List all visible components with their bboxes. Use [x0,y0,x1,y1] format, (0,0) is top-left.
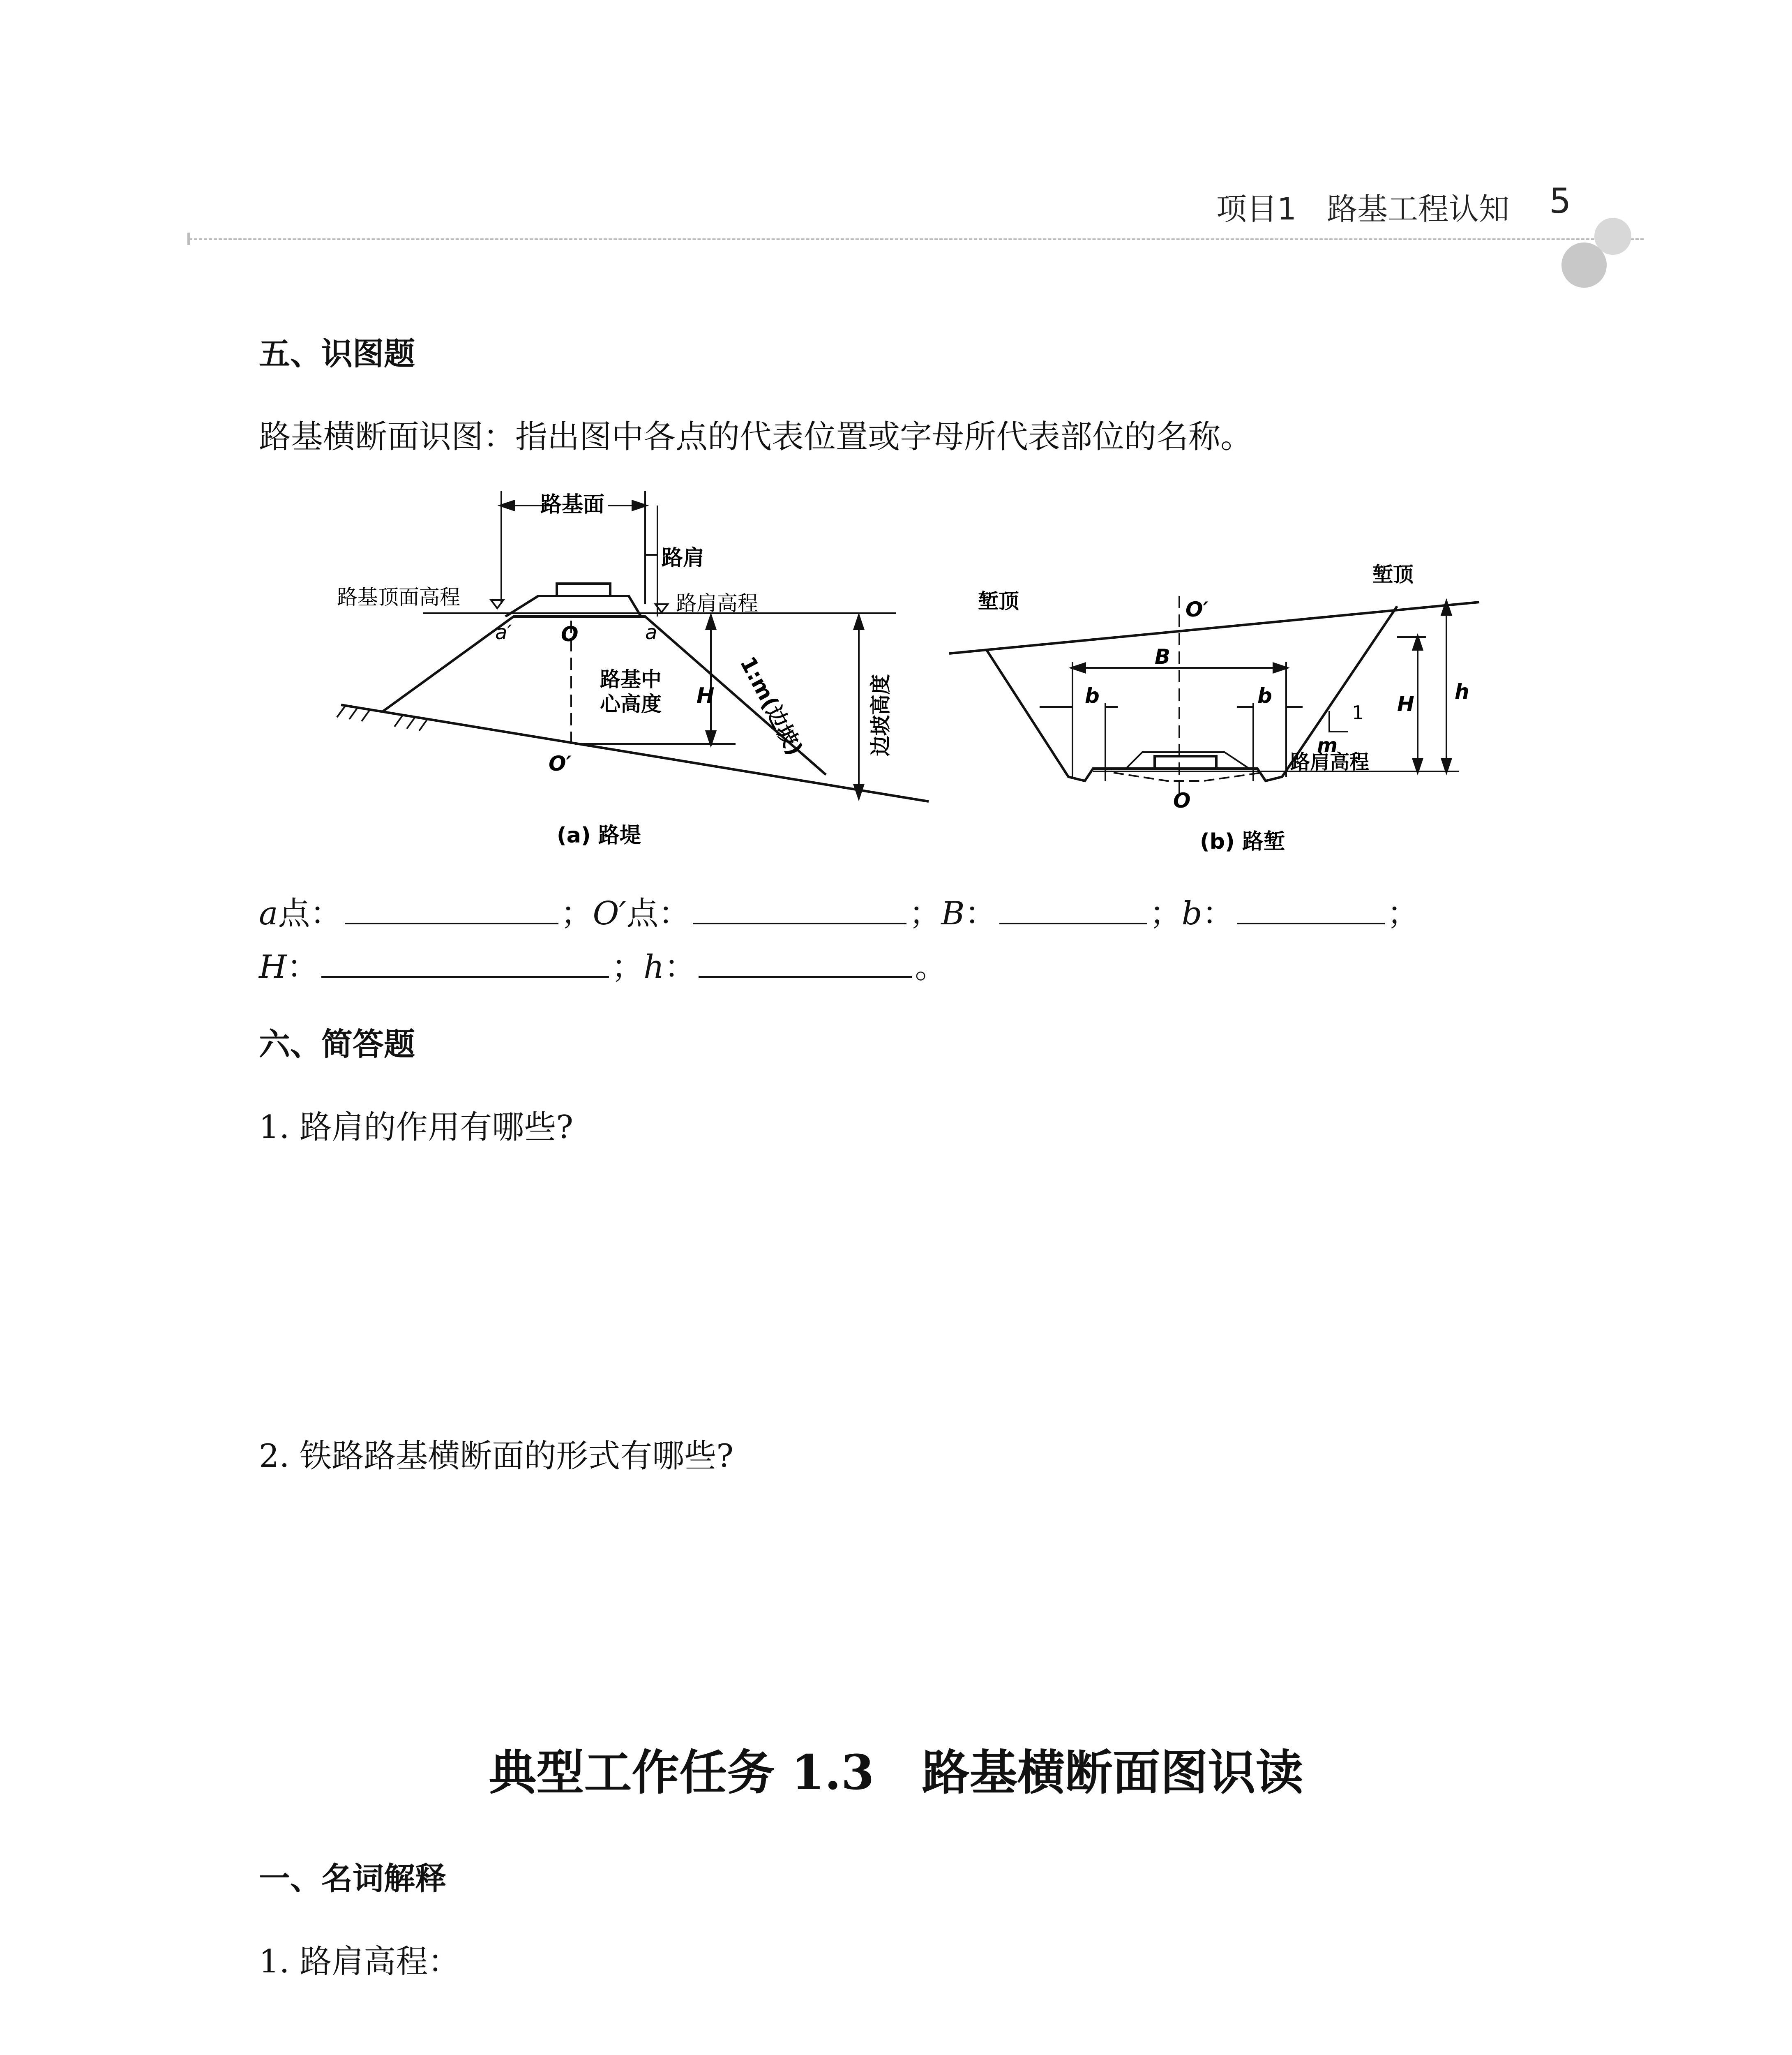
fill-B-symbol: B [941,895,965,932]
section6-heading: 六、简答题 [259,1026,415,1062]
fig-b-m-label: m [1317,734,1338,757]
page-number: 5 [1549,181,1571,221]
fill-h-symbol: h [643,949,664,986]
fig-a-slope-label: 1:m(边坡) [735,652,807,760]
fig-a-shoulder-label: 路肩 [662,546,705,570]
fill-B-blank[interactable] [999,898,1147,924]
fill-H-symbol: H [259,949,287,986]
fig-b-h-lower-label: h [1455,680,1469,704]
fill-a-blank[interactable] [345,898,558,924]
fig-a-shoulder-elev-label: 路肩高程 [676,591,758,615]
fill-b-colon: ： [1202,895,1234,932]
question-1: 1. 路肩的作用有哪些? [259,1109,574,1146]
fill-sep-2: ； [909,895,941,932]
figure-b-cutting [937,534,1488,880]
fill-H-blank[interactable] [321,951,609,978]
fill-sep-1: ； [560,895,593,932]
fill-H-colon: ： [287,949,319,986]
fig-b-cut-top-left: 堑顶 [978,589,1019,613]
fill-a-symbol: a [259,895,278,932]
fig-b-ground-line [949,602,1479,653]
fill-line-2 [259,941,947,987]
fill-sep-3: ； [1149,895,1182,932]
fig-a-o-label: O [561,622,579,646]
fig-a-h-label: H [697,683,715,708]
fig-b-o-prime-label: O′ [1185,598,1209,621]
fill-line-1 [259,888,1419,934]
fig-a-ground-hatch [337,706,427,731]
fig-b-o-label: O [1173,789,1191,813]
fill-sep-5: ； [611,949,644,986]
figure-a-embankment [329,481,937,880]
fig-b-b-upper-label: B [1155,645,1171,669]
fill-b-blank[interactable] [1237,898,1385,924]
fig-b-h-upper-label: H [1397,692,1414,716]
fill-h-blank[interactable] [699,951,912,978]
fig-a-slope-height-label: 边坡高度 [869,674,893,756]
fig-a-caption: (a) 路堤 [557,823,641,848]
fig-a-center-height-2: 心高度 [600,692,662,716]
fig-b-caption: (b) 路堑 [1200,829,1285,854]
fig-a-rail-box [557,584,610,596]
section5-heading: 五、识图题 [259,335,415,372]
fig-b-b-right-label: b [1257,684,1272,708]
fill-a-suffix: 点： [278,895,342,932]
task-title: 典型工作任务 1.3 路基横断面图识读 [489,1745,1303,1801]
fill-o-symbol: O′ [593,895,627,932]
task-section1-heading: 一、名词解释 [259,1860,446,1897]
fig-a-a-label: a [645,621,657,644]
fill-o-blank[interactable] [693,898,906,924]
fig-a-subgrade-surface-label: 路基面 [540,492,605,517]
fig-b-b-left-label: b [1085,684,1100,708]
term-item-1: 1. 路肩高程： [259,1943,460,1980]
fig-a-center-height-1: 路基中 [600,667,662,691]
fig-a-ground-line [341,705,929,801]
fill-period: 。 [915,949,947,986]
question-2: 2. 铁路路基横断面的形式有哪些? [259,1438,734,1475]
fill-b-symbol: b [1181,895,1202,932]
fig-a-a-prime-label: a′ [495,621,512,644]
header-divider [189,238,1644,240]
section5-instruction: 路基横断面识图：指出图中各点的代表位置或字母所代表部位的名称。 [259,418,1253,455]
decor-circle-large [1561,242,1607,288]
fig-b-one-label: 1 [1352,702,1364,724]
fig-a-top-elev-label: 路基顶面高程 [337,585,460,609]
running-header: 项目1 路基工程认知 [1216,192,1510,227]
fig-a-o-prime-label: O′ [549,752,572,776]
fill-B-colon: ： [964,895,997,932]
fill-o-suffix: 点： [626,895,691,932]
fig-b-shoulder-elev-label: 路肩高程 [1290,750,1370,774]
fill-h-colon: ： [664,949,697,986]
fig-b-cut-top-right: 堑顶 [1372,563,1414,586]
fill-sep-4: ； [1387,895,1419,932]
